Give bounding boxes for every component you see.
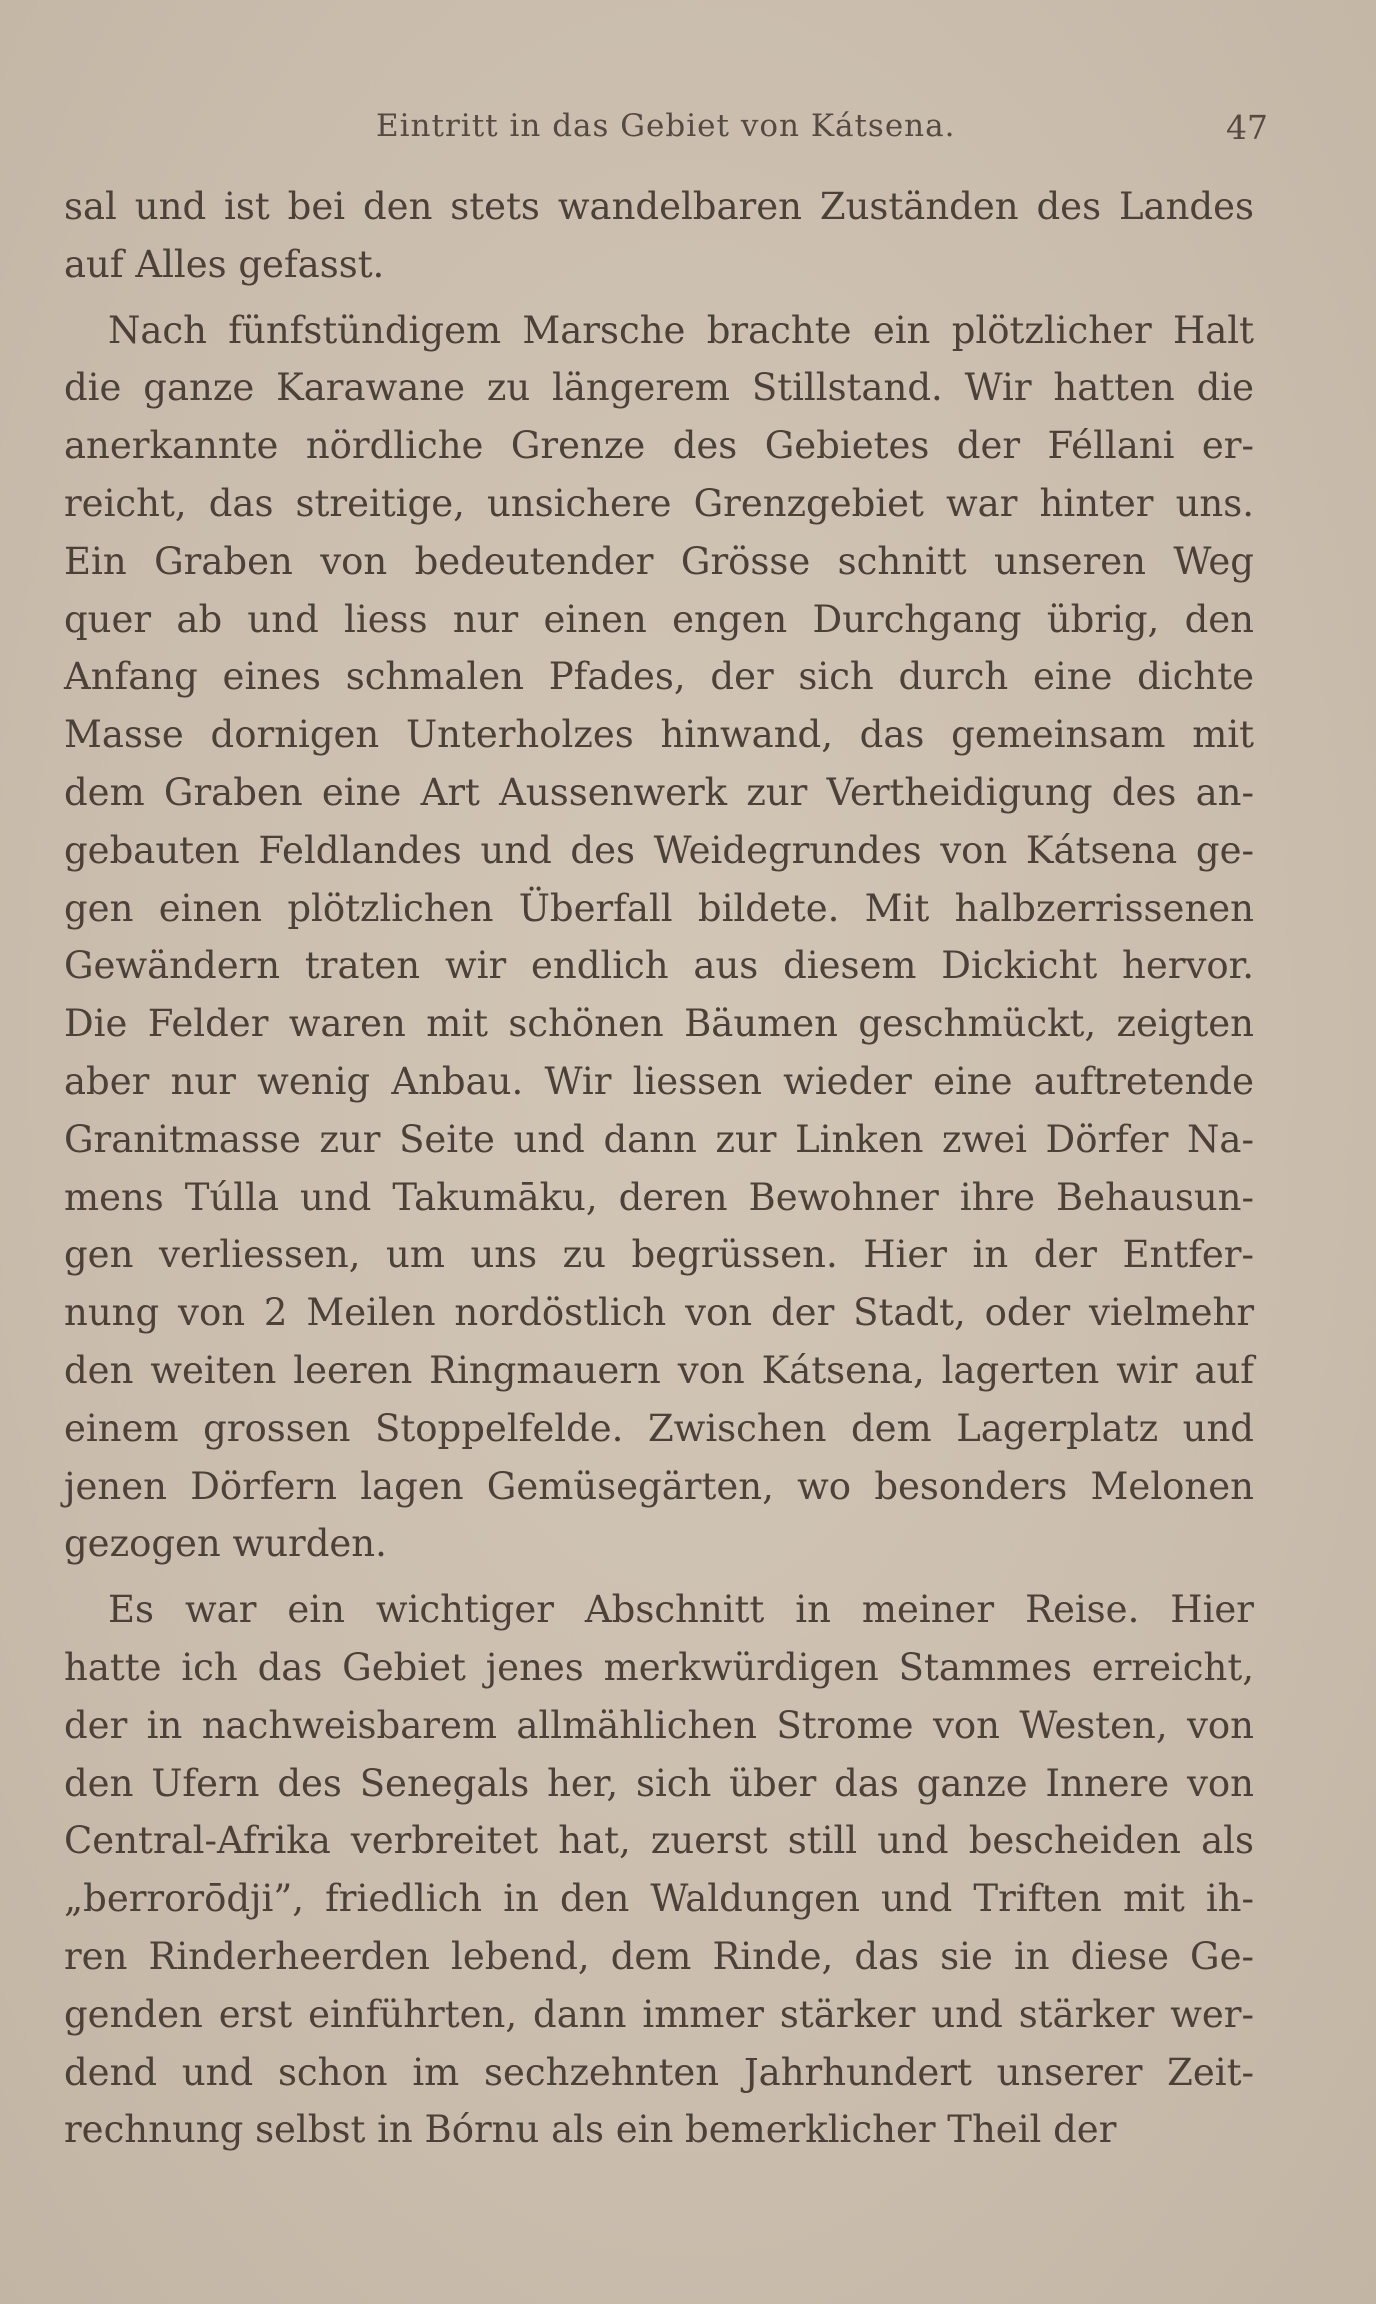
text-line: Die Felder waren mit schönen Bäumen geschmückt, zeigten [64, 1002, 1254, 1046]
text-line: Masse dornigen Unterholzes hinwand, das gemeinsam mit [64, 713, 1254, 757]
text-line: sal und ist bei den stets wandelbaren Zuständen des Landes [64, 185, 1254, 228]
text-line: ren Rinderheerden lebend, dem Rinde, das sie in diese Ge- [64, 1934, 1254, 1978]
text-line: Nach fünfstündigem Marsche brachte ein plötzlicher Halt [108, 308, 1254, 352]
text-line: aber nur wenig Anbau. Wir liessen wieder eine auftretende [64, 1059, 1254, 1103]
text-line: gen einen plötzlichen Überfall bildete. Mit halbzerrissenen [64, 886, 1254, 930]
text-line: „berrorōdji”, friedlich in den Waldungen und Triften mit ih- [64, 1877, 1254, 1921]
text-line: jenen Dörfern lagen Gemüsegärten, wo besonders Melonen [64, 1464, 1254, 1508]
text-line: auf Alles gefasst. [64, 242, 385, 286]
text-line: mens Túlla und Takumāku, deren Bewohner ihre Behausun- [64, 1175, 1254, 1219]
text-line: nung von 2 Meilen nordöstlich von der Stadt, oder vielmehr [64, 1291, 1254, 1335]
text-line: reicht, das streitige, unsichere Grenzgebiet war hinter uns. [64, 481, 1254, 525]
text-line: Ein Graben von bedeutender Grösse schnitt unseren Weg [64, 539, 1254, 583]
text-line: Granitmasse zur Seite und dann zur Linken zwei Dörfer Na- [64, 1117, 1254, 1161]
running-title: Eintritt in das Gebiet von Kátsena. [376, 108, 956, 144]
text-line: Anfang eines schmalen Pfades, der sich durch eine dichte [64, 655, 1254, 699]
text-line: den Ufern des Senegals her, sich über das ganze Innere von [64, 1761, 1254, 1805]
paragraph [64, 1581, 1254, 2159]
text-line: Es war ein wichtiger Abschnitt in meiner Reise. Hier [108, 1588, 1254, 1632]
page-number: 47 [1226, 108, 1268, 147]
text-line: hatte ich das Gebiet jenes merkwürdigen Stammes erreicht, [64, 1645, 1254, 1689]
text-line: quer ab und liess nur einen engen Durchgang übrig, den [64, 597, 1254, 641]
text-line: der in nachweisbarem allmählichen Strome von Westen, von [64, 1703, 1254, 1747]
running-head [0, 108, 1376, 152]
text-line: einem grossen Stoppelfelde. Zwischen dem Lagerplatz und [64, 1406, 1254, 1450]
text-line: die ganze Karawane zu längerem Stillstand. Wir hatten die [64, 366, 1254, 410]
text-line: genden erst einführten, dann immer stärker und stärker wer- [64, 1992, 1254, 2036]
text-line: gebauten Feldlandes und des Weidegrundes von Kátsena ge- [64, 828, 1254, 872]
paragraph [64, 178, 1254, 294]
text-line: rechnung selbst in Bórnu als ein bemerklicher Theil der [64, 2108, 1117, 2152]
text-line: anerkannte nördliche Grenze des Gebietes der Féllani er- [64, 424, 1254, 468]
paragraph [64, 302, 1254, 1574]
text-line: gezogen wurden. [64, 1522, 387, 1566]
text-line: gen verliessen, um uns zu begrüssen. Hier in der Entfer- [64, 1233, 1254, 1277]
body-text [64, 178, 1254, 2167]
text-line: Central-Afrika verbreitet hat, zuerst still und bescheiden als [64, 1819, 1254, 1863]
text-line: den weiten leeren Ringmauern von Kátsena, lagerten wir auf [64, 1348, 1254, 1392]
text-line: dem Graben eine Art Aussenwerk zur Vertheidigung des an- [64, 770, 1254, 814]
text-line: Gewändern traten wir endlich aus diesem Dickicht hervor. [64, 944, 1254, 988]
text-line: dend und schon im sechzehnten Jahrhundert unserer Zeit- [64, 2050, 1254, 2094]
